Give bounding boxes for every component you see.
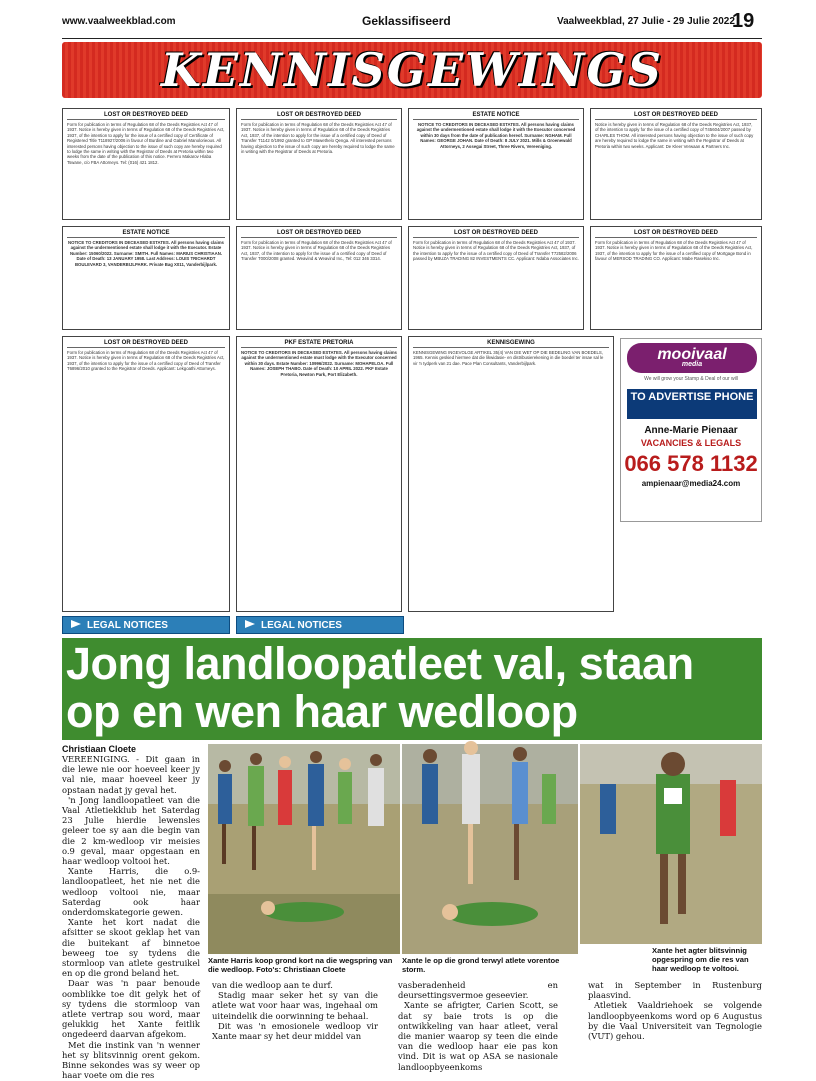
advertisement[interactable] xyxy=(620,338,762,522)
notice-title: PKF ESTATE PRETORIA xyxy=(241,340,397,348)
notice-body: NOTICE TO CREDITORS IN DECEASED ESTATES. All persons having claims against the undermentioned estate shall lodge it with the Executor. Estate Number: 15060/2022. Surname: SMITH. Full Names: MARIUS CHRISTIAAN. Date of Death: 13 JANUARY 1958. Last Address: LOUIS TRICHARDT BOULEVARD 3, VANDERBIJLPARK. Private Bag X011, Vanderbijlpark. xyxy=(68,240,224,267)
notice-body: NOTICE TO CREDITORS IN DECEASED ESTATES. All persons having claims against the undermentioned estate must lodge with the Executor concerned within 30 days. Estate Number: 10996/2022. Surname: MOHAPELOA. Full Names: JOSEPH THABO. Date of Death: 10 APRIL 2022. PKF Estate Pretoria, Newton Park, Port Elizabeth. xyxy=(241,350,397,377)
notice-body: NOTICE TO CREDITORS IN DECEASED ESTATES. All persons having claims against the undermentioned estate shall lodge it with the Executor concerned within 30 days from the date of publication hereof. Surname: NGHAM. Full Names: GEORGE JOHAN. Date of Death: 8 JULY 2021. Mills & Groenewald Attorneys, 2 Assegai Street, Three Rivers, Vereeniging. xyxy=(413,122,579,149)
media-logo: mooivaal media xyxy=(627,343,757,373)
article-headline: Jong landloopatleet val, staan op en wen haar wedloop xyxy=(66,638,694,737)
paragraph: Xante Harris, die o.9-landloopatleet, het nie net die wedloop voltooi nie, maar Saterdag ook haar onderdomskategorie gewen. xyxy=(62,866,200,918)
notice-body: Form for publication in terms of Regulation 68 of the Deeds Registries Act 47 of 1937. Notice is hereby given in terms of Regulation 68 of the Deeds Registries Act, 1937, of the intention to apply for the issue of a certified copy of Deed of Transfer T1142 0/1992 granted to GP Mawethelo Qenga. All interested persons having objection to the issue of such copy are hereby required to lodge the same in writing with the Registrar of Deeds at Pretoria. xyxy=(241,122,397,154)
notices-grid xyxy=(62,108,762,618)
paragraph: Stadig maar seker het sy van die atlete wat voor haar was, ingehaal om uiteindelik die oorwinning te behaal. xyxy=(212,990,378,1021)
notice-title: LOST OR DESTROYED DEED xyxy=(241,112,397,120)
legal-notices-bar: LEGAL NOTICES xyxy=(62,616,230,634)
paragraph: Atletiek Vaaldriehoek se volgende landloopbyeenkoms word op 6 Augustus by die Vaal Universiteit van Tegnologie (VUT) gehou. xyxy=(588,1000,762,1042)
notice-title: ESTATE NOTICE xyxy=(413,112,579,120)
byline: Christiaan Cloete xyxy=(62,744,137,754)
vacancies-label: VACANCIES & LEGALS xyxy=(640,438,742,448)
paragraph: 'n Jong landloopatleet van die Vaal Atletiekklub het Saterdag 23 Julie hierdie lewensles geleer toe sy aan die begin van die 2 km-wedloop vir meisies o.9 geval, maar opgestaan en haar wedloop voltooi het. xyxy=(62,794,200,867)
ad-tagline: We will grow your Stamp & Deal of our will xyxy=(644,376,738,382)
paragraph: Met die instink van 'n wenner het sy blitsvinnig orent gekom. Binne sekondes was sy weer op haar voete om die res xyxy=(62,1039,200,1081)
notice-card xyxy=(236,336,402,612)
notice-card xyxy=(236,108,402,220)
arrow-icon xyxy=(71,620,81,628)
photo-caption: Xante het agter blitsvinnig opgespring om die res van haar wedloop te voltooi. xyxy=(652,946,749,973)
notice-title: ESTATE NOTICE xyxy=(67,230,225,238)
contact-phone[interactable]: 066 578 1132 xyxy=(624,451,758,476)
notice-title: LOST OR DESTROYED DEED xyxy=(413,230,579,238)
race-photo-1-image xyxy=(208,744,400,954)
article-headline-box xyxy=(62,638,762,740)
dateline: Vaalweekblad, 27 Julie - 29 Julie 2022 xyxy=(557,16,735,27)
paragraph: VEREENIGING. - Dit gaan in die lewe nie oor hoeveel keer jy val nie, maar hoeveel keer jy opstaan nadat jy geval het. xyxy=(62,754,200,795)
arrow-icon xyxy=(245,620,255,628)
notice-title: LOST OR DESTROYED DEED xyxy=(67,112,225,120)
photo-caption: Xante Harris koop grond kort na die wegspring van die wedloop. Foto's: Christiaan Cloete xyxy=(208,956,393,974)
page-header xyxy=(62,10,762,38)
notice-body: Form for publication in terms of Regulation 68 of the Deeds Registries Act 47 of 1937. Notice is hereby given in terms of Regulation 68 of the Deeds Registries Act, 1937, of the intention to apply for the issue of a certified copy of Mortgage Bond in favour of MERSOD TRADING CO. Applicant: Mabe Rasekiso Inc. xyxy=(595,240,757,262)
notice-card xyxy=(408,108,584,220)
race-photo-2[interactable] xyxy=(402,744,578,954)
notice-title: LOST OR DESTROYED DEED xyxy=(241,230,397,238)
notice-title: LOST OR DESTROYED DEED xyxy=(67,340,225,348)
notice-card xyxy=(62,226,230,330)
notice-title: LOST OR DESTROYED DEED xyxy=(595,112,757,120)
banner-title: KENNISGEWINGS xyxy=(161,43,663,97)
paragraph: vasberadenheid en deursettingsvermoe geseevier. xyxy=(398,980,558,1001)
paragraph: Dit was 'n emosionele wedloop vir Xante maar sy het deur middel van xyxy=(212,1020,378,1042)
header-divider xyxy=(62,38,762,39)
article-column xyxy=(62,754,200,1081)
site-url[interactable]: www.vaalweekblad.com xyxy=(62,16,176,27)
notice-body: Form for publication in terms of Regulation 68 of the Deeds Registries Act 47 of 1937. Notice is hereby given in terms of Regulation 68 of the Deeds Registries Act, 1937, of the intention to apply for the issue of a certified copy of Deed of Transfer T000/2008 granted. Weavind & Weavind Inc., Tel: 012 346 3314. xyxy=(241,240,397,262)
notice-card xyxy=(236,226,402,330)
paragraph: wat in September in Rustenburg plaasvind. xyxy=(588,980,762,1001)
notice-title: KENNISGEWING xyxy=(413,340,609,348)
paragraph: Daar was 'n paar benoude oomblikke toe dit gelyk het of sy tydens die stormloop van atlete vertrap sou word, maar gelukkig het Xante feitlik ongedeerd daarvan afgekom. xyxy=(62,978,200,1040)
article-column xyxy=(398,980,558,1072)
notice-body: Form for publication in terms of Regulation 68 of the Deeds Registries Act 47 of 1937. Notice is hereby given in terms of Regulation 68 of the Deeds Registries Act, 1937, of the intention to apply for the issue of a certified copy of Certificate of Registered Title T118927/2006 in favour of Burdine and Gabriel Manolorieous. All interested persons having objection to the issue of such copy are hereby required to lodge the same in writing with the Registrar of Deeds at Pretoria within two weeks from the date of the publication of this notice. Ferrero Makarov Hlaba Tswane, c/o FBA Attorneys. Tel: (016) 421 1812. xyxy=(67,122,225,165)
paragraph: Xante se afrigter, Carien Scott, se dat sy baie trots is op die ontwikkeling van haar atleet, veral die manier waarop sy teen die einde van die wedloop haar eie pas kon vind. Dit is wat op ASA se nasionale landloopbyeenkoms xyxy=(398,1000,558,1072)
article xyxy=(62,742,762,1081)
article-column xyxy=(212,980,378,1041)
notice-body: Form for publication in terms of Regulation 68 of the Deeds Registries Act 47 of 1937. Notice is hereby given in terms of Regulation 68 of the Deeds Registries Act, 1937, of the intention to apply for the issue of a certified copy of Deed of Transfer T6896/2010 granted to the Registrar of Deeds. Applicant: Lekgoathi Attorneys. xyxy=(67,350,225,372)
legal-notices-bar: LEGAL NOTICES xyxy=(236,616,404,634)
article-column xyxy=(588,980,762,1041)
notices-banner xyxy=(62,42,762,98)
advertise-banner: TO ADVERTISE PHONE xyxy=(627,389,757,419)
notice-card xyxy=(408,226,584,330)
paragraph: Xante het kort nadat die afsitter se skoot geklap het van die buitekant af binnetoe beweeg toe sy tydens die stormloop van atlete gestruikel en op die grond beland het. xyxy=(62,917,200,979)
contact-name: Anne-Marie Pienaar xyxy=(644,425,738,436)
notice-card xyxy=(62,336,230,612)
notice-card xyxy=(408,336,614,612)
notice-body: KENNISGEWING INGEVOLGE ARTIKEL 35(4) VAN DIE WET OP DIE BEDELING VAN BOEDELS, 1965. Kennis geskied hiermee dat die likwidasie- en distribusierekening in die boedel ter insae sal le vir 'n tydperk van 21 dae. Pace Plan Consultants, Vanderbijlpark. xyxy=(413,350,609,366)
race-photo-3[interactable] xyxy=(580,744,762,944)
notice-card xyxy=(62,108,230,220)
race-photo-2-image xyxy=(402,744,578,954)
notice-title: LOST OR DESTROYED DEED xyxy=(595,230,757,238)
notice-body: Notice is hereby given in terms of Regulation 68 of the Deeds Registries Act, 1937, of the intention to apply for the issue of a certified copy of T45604/2007 passed by CHARLES THOM. All interested persons having objection to the issue of such copy are hereby required to lodge the same in writing with the Registrar of Deeds at Pretoria within two weeks. Applicant: De Kleer Verwaan & Partners Inc. xyxy=(595,122,757,149)
section-title: Geklassifiseerd xyxy=(362,14,451,28)
notice-card xyxy=(590,108,762,220)
notice-body: Form for publication in terms of Regulation 68 of the Deeds Registries Act 47 of 1937. Notice is hereby given in terms of Regulation 68 of the Deeds Registries Act, 1937, of the intention to apply for the issue of a certified copy of Deed of Transfer T72582/2006 passed by MBUZA TRADING 82 INVESTMENTS CC. Applicant: Ndaba Associates Inc. xyxy=(413,240,579,262)
paragraph: van die wedloop aan te durf. xyxy=(212,980,333,990)
race-photo-3-image xyxy=(580,744,762,944)
race-photo-1[interactable] xyxy=(208,744,400,954)
contact-email[interactable]: ampienaar@media24.com xyxy=(641,479,741,488)
page-number: 19 xyxy=(732,10,755,32)
photo-caption: Xante le op die grond terwyl atlete vorentoe storm. xyxy=(402,956,560,974)
notice-card xyxy=(590,226,762,330)
